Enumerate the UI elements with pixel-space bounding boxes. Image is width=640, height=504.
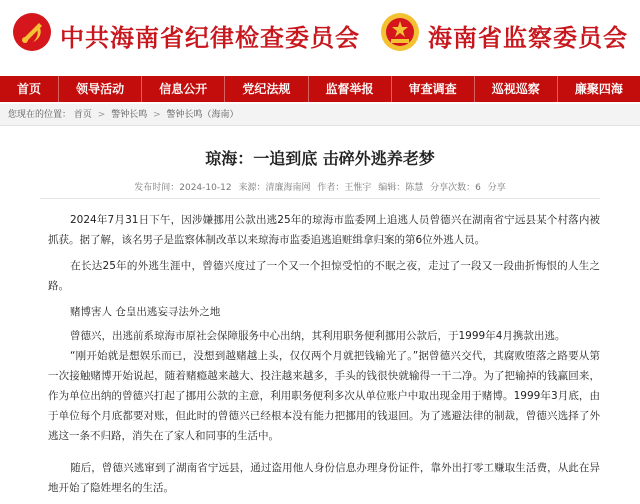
article-paragraph: 随后，曾德兴逃窜到了湖南省宁远县，通过盗用他人身份信息办理身份证件，靠外出打零工赚取生活费，从此在异地开始了隐姓埋名的生活。 [48, 462, 600, 494]
share-button[interactable]: 分享 [487, 183, 506, 193]
breadcrumb-home[interactable]: 首页 [73, 110, 92, 120]
discipline-commission-name[interactable]: 中共海南省纪律检查委员会 [60, 23, 360, 52]
breadcrumb [0, 104, 640, 126]
article-paragraph: “刚开始就是想娱乐而已，没想到越赌越上头，仅仅两个月就把钱输光了。”据曾德兴交代，其腐败堕落之路要从第一次接触赌博开始说起，随着赌瘾越来越大、投注越来越多，手头的钱很快就输得一干二净。为了把输掉的钱赢回来，作为单位出纳的曾德兴打起了挪用公款的主意，利用职务便利多次从单位账户中取出现金用于赌博。1999年3月底，由于单位每个月底都要对账，但此时的曾德兴已经根本没有能力把挪用的钱退回。为了逃避法律的制裁，曾德兴选择了外逃这一条不归路，消失在了家人和同事的生活中。 [48, 350, 600, 442]
nav-item-investigation[interactable]: 审查调查 [392, 76, 475, 102]
main-nav [0, 76, 640, 102]
supervisory-commission-name[interactable]: 海南省监察委员会 [428, 23, 628, 52]
nav-item-leadership[interactable]: 领导活动 [59, 76, 142, 102]
nav-item-integrity[interactable]: 廉聚四海 [574, 82, 623, 96]
site-header [0, 0, 640, 74]
nav-item-disclosure[interactable]: 信息公开 [142, 76, 225, 102]
article-source: 来源：清廉海南网 [238, 183, 311, 193]
article-author: 作者：王惟宇 [317, 183, 372, 193]
breadcrumb-separator: > [153, 110, 161, 120]
nav-item-inspection[interactable]: 巡视巡察 [475, 76, 558, 102]
publish-date: 发布时间：2024-10-12 [134, 183, 232, 193]
state-emblem-icon [380, 12, 420, 52]
nav-item-home[interactable]: 首页 [0, 76, 59, 102]
article-title: 琼海：一追到底 击碎外逃养老梦 [205, 149, 435, 168]
breadcrumb-separator: > [97, 110, 106, 120]
breadcrumb-warning[interactable]: 警钟长鸣 [111, 110, 148, 120]
article-paragraph: 在长达25年的外逃生涯中，曾德兴度过了一个又一个担惊受怕的不眠之夜，走过了一段又一段曲折悔恨的人生之路。 [48, 260, 600, 292]
article-meta [0, 180, 640, 193]
breadcrumb-prefix: 您现在的位置： [8, 110, 72, 120]
article-paragraph: 曾德兴，出逃前系琼海市原社会保障服务中心出纳，其利用职务便利挪用公款后，于1999年4月携款出逃。 [70, 330, 566, 342]
article-paragraph: 2024年7月31日下午，因涉嫌挪用公款出逃25年的琼海市监委网上追逃人员曾德兴在湖南省宁远县某个村落内被抓获。据了解，该名男子是监察体制改革以来琼海市监委追逃追赃缉拿归案的第6位外逃人员。 [48, 214, 600, 246]
nav-item-regulations[interactable]: 党纪法规 [225, 76, 308, 102]
title-divider [40, 198, 600, 199]
share-count: 分享次数：6 [430, 183, 481, 193]
article-editor: 编辑：陈慧 [378, 183, 424, 193]
party-emblem-icon [12, 12, 52, 52]
breadcrumb-warning-hainan[interactable]: 警钟长鸣（海南） [166, 110, 239, 120]
article-subheading: 赌博害人 仓皇出逃妄寻法外之地 [70, 306, 221, 318]
nav-item-report[interactable]: 监督举报 [309, 76, 392, 102]
